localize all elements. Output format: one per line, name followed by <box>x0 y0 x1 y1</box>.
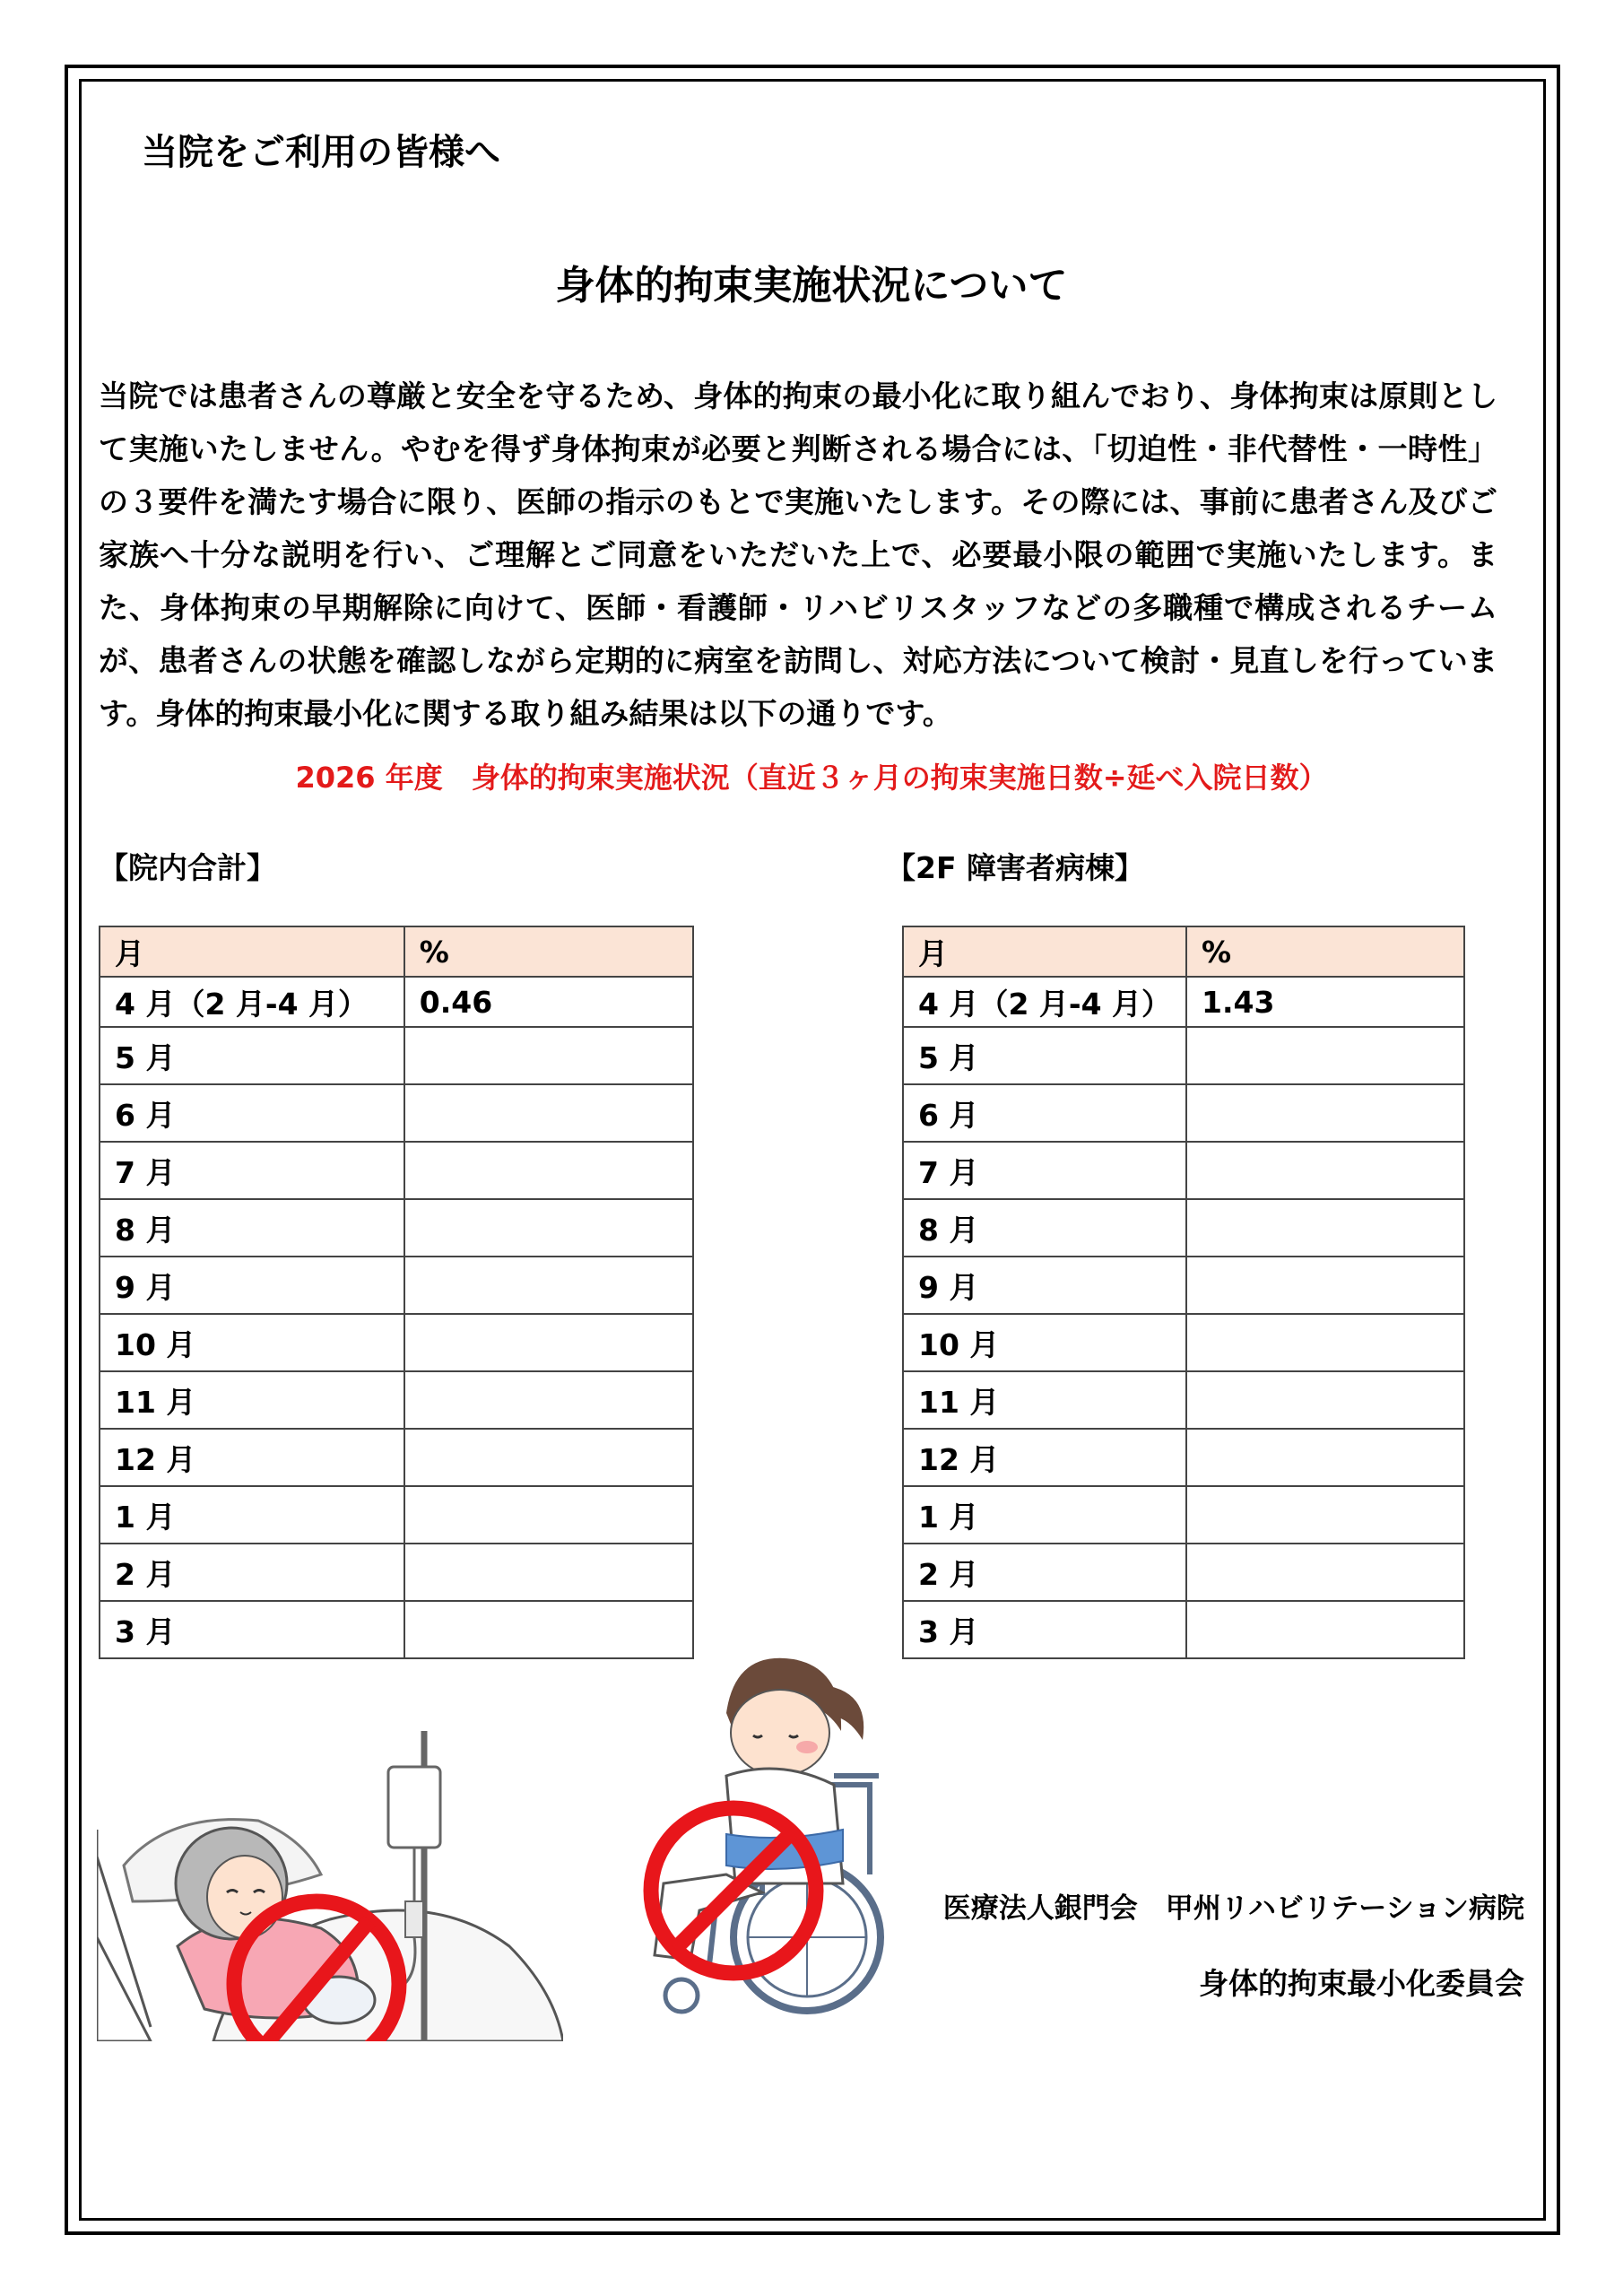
percent-cell <box>404 1257 693 1314</box>
table-subtitle: 2026 年度 身体的拘束実施状況（直近３ヶ月の拘束実施日数÷延べ入院日数） <box>295 761 1328 795</box>
month-cell: 2 月 <box>100 1544 404 1601</box>
table-row <box>903 1601 1464 1658</box>
section-label-2f-ward: 【2F 障害者病棟】 <box>886 850 1144 885</box>
month-cell: 11 月 <box>903 1371 1186 1429</box>
month-cell: 8 月 <box>903 1199 1186 1257</box>
percent-cell <box>1186 1314 1464 1371</box>
patient-face <box>207 1856 282 1938</box>
percent-cell <box>1186 1486 1464 1544</box>
table-row <box>100 1486 693 1544</box>
table-row <box>903 1429 1464 1486</box>
column-header-month: 月 <box>903 926 1186 977</box>
2f-ward-table <box>902 926 1465 1659</box>
month-cell: 9 月 <box>903 1257 1186 1314</box>
table-row <box>100 1142 693 1199</box>
percent-cell <box>1186 1027 1464 1084</box>
table-row <box>903 1199 1464 1257</box>
footer-organization: 医療法人銀門会 甲州リハビリテーション病院 <box>942 1892 1524 1925</box>
column-header-percent: % <box>1186 926 1464 977</box>
table-row <box>100 1084 693 1142</box>
percent-cell <box>404 1027 693 1084</box>
percent-cell <box>404 1371 693 1429</box>
percent-cell <box>404 1544 693 1601</box>
table-row <box>903 977 1464 1027</box>
month-cell: 7 月 <box>100 1142 404 1199</box>
percent-cell <box>1186 1429 1464 1486</box>
month-cell: 4 月（2 月-4 月） <box>903 977 1186 1027</box>
page-title: 身体的拘束実施状況について <box>555 263 1068 309</box>
month-cell: 6 月 <box>100 1084 404 1142</box>
month-cell: 5 月 <box>903 1027 1186 1084</box>
month-cell: 1 月 <box>100 1486 404 1544</box>
month-cell: 12 月 <box>100 1429 404 1486</box>
percent-cell <box>1186 1371 1464 1429</box>
table-row <box>100 1544 693 1601</box>
table-row <box>903 1314 1464 1371</box>
month-cell: 11 月 <box>100 1371 404 1429</box>
column-header-percent: % <box>404 926 693 977</box>
section-label-hospital-total: 【院内合計】 <box>99 850 276 885</box>
table-row <box>100 977 693 1027</box>
table-row <box>903 1084 1464 1142</box>
patient-face <box>731 1690 829 1776</box>
table-row <box>100 1199 693 1257</box>
table-row <box>903 1142 1464 1199</box>
footer-committee: 身体的拘束最小化委員会 <box>1199 1966 1524 2001</box>
table-row <box>100 1429 693 1486</box>
table-row <box>100 1027 693 1084</box>
greeting: 当院をご利用の皆様へ <box>142 132 500 173</box>
table-header-row <box>903 926 1464 977</box>
month-cell: 4 月（2 月-4 月） <box>100 977 404 1027</box>
percent-cell <box>1186 1544 1464 1601</box>
column-header-month: 月 <box>100 926 404 977</box>
percent-cell <box>404 1486 693 1544</box>
percent-cell <box>1186 1257 1464 1314</box>
table-row <box>903 1371 1464 1429</box>
hospital-total-table <box>99 926 694 1659</box>
month-cell: 10 月 <box>903 1314 1186 1371</box>
month-cell: 3 月 <box>100 1601 404 1658</box>
table-row <box>100 1371 693 1429</box>
percent-cell <box>1186 1084 1464 1142</box>
table-row <box>100 1601 693 1658</box>
table-row <box>100 1257 693 1314</box>
month-cell: 7 月 <box>903 1142 1186 1199</box>
percent-cell <box>404 1429 693 1486</box>
month-cell: 8 月 <box>100 1199 404 1257</box>
month-cell: 1 月 <box>903 1486 1186 1544</box>
table-row <box>903 1027 1464 1084</box>
percent-cell <box>404 1142 693 1199</box>
table-header-row <box>100 926 693 977</box>
month-cell: 12 月 <box>903 1429 1186 1486</box>
table-row <box>100 1314 693 1371</box>
body-paragraph: 当院では患者さんの尊厳と安全を守るため、身体的拘束の最小化に取り組んでおり、身体拘束は原則として実施いたしません。やむを得ず身体拘束が必要と判断される場合には、「切迫性・非代替性・一時性」の３要件を満たす場合に限り、医師の指示のもとで実施いたします。その際には、事前に患者さん及びご家族へ十分な説明を行い、ご理解とご同意をいただいた上で、必要最小限の範囲で実施いたします。また、身体拘束の早期解除に向けて、医師・看護師・リハビリスタッフなどの多職種で構成されるチームが、患者さんの状態を確認しながら定期的に病室を訪問し、対応方法について検討・見直しを行っています。身体的拘束最小化に関する取り組み結果は以下の通りです。 <box>99 378 1497 731</box>
iv-bag <box>388 1767 440 1848</box>
wheelchair-patient-illustration <box>628 1650 906 2018</box>
table-row <box>903 1544 1464 1601</box>
month-cell: 6 月 <box>903 1084 1186 1142</box>
percent-cell: 0.46 <box>404 977 693 1027</box>
percent-cell <box>1186 1199 1464 1257</box>
percent-cell <box>1186 1601 1464 1658</box>
month-cell: 2 月 <box>903 1544 1186 1601</box>
percent-cell <box>404 1199 693 1257</box>
percent-cell <box>404 1314 693 1371</box>
percent-cell: 1.43 <box>1186 977 1464 1027</box>
table-row <box>903 1486 1464 1544</box>
percent-cell <box>1186 1142 1464 1199</box>
month-cell: 9 月 <box>100 1257 404 1314</box>
month-cell: 10 月 <box>100 1314 404 1371</box>
table-row <box>903 1257 1464 1314</box>
month-cell: 5 月 <box>100 1027 404 1084</box>
bedridden-patient-illustration <box>97 1722 563 2041</box>
percent-cell <box>404 1084 693 1142</box>
month-cell: 3 月 <box>903 1601 1186 1658</box>
